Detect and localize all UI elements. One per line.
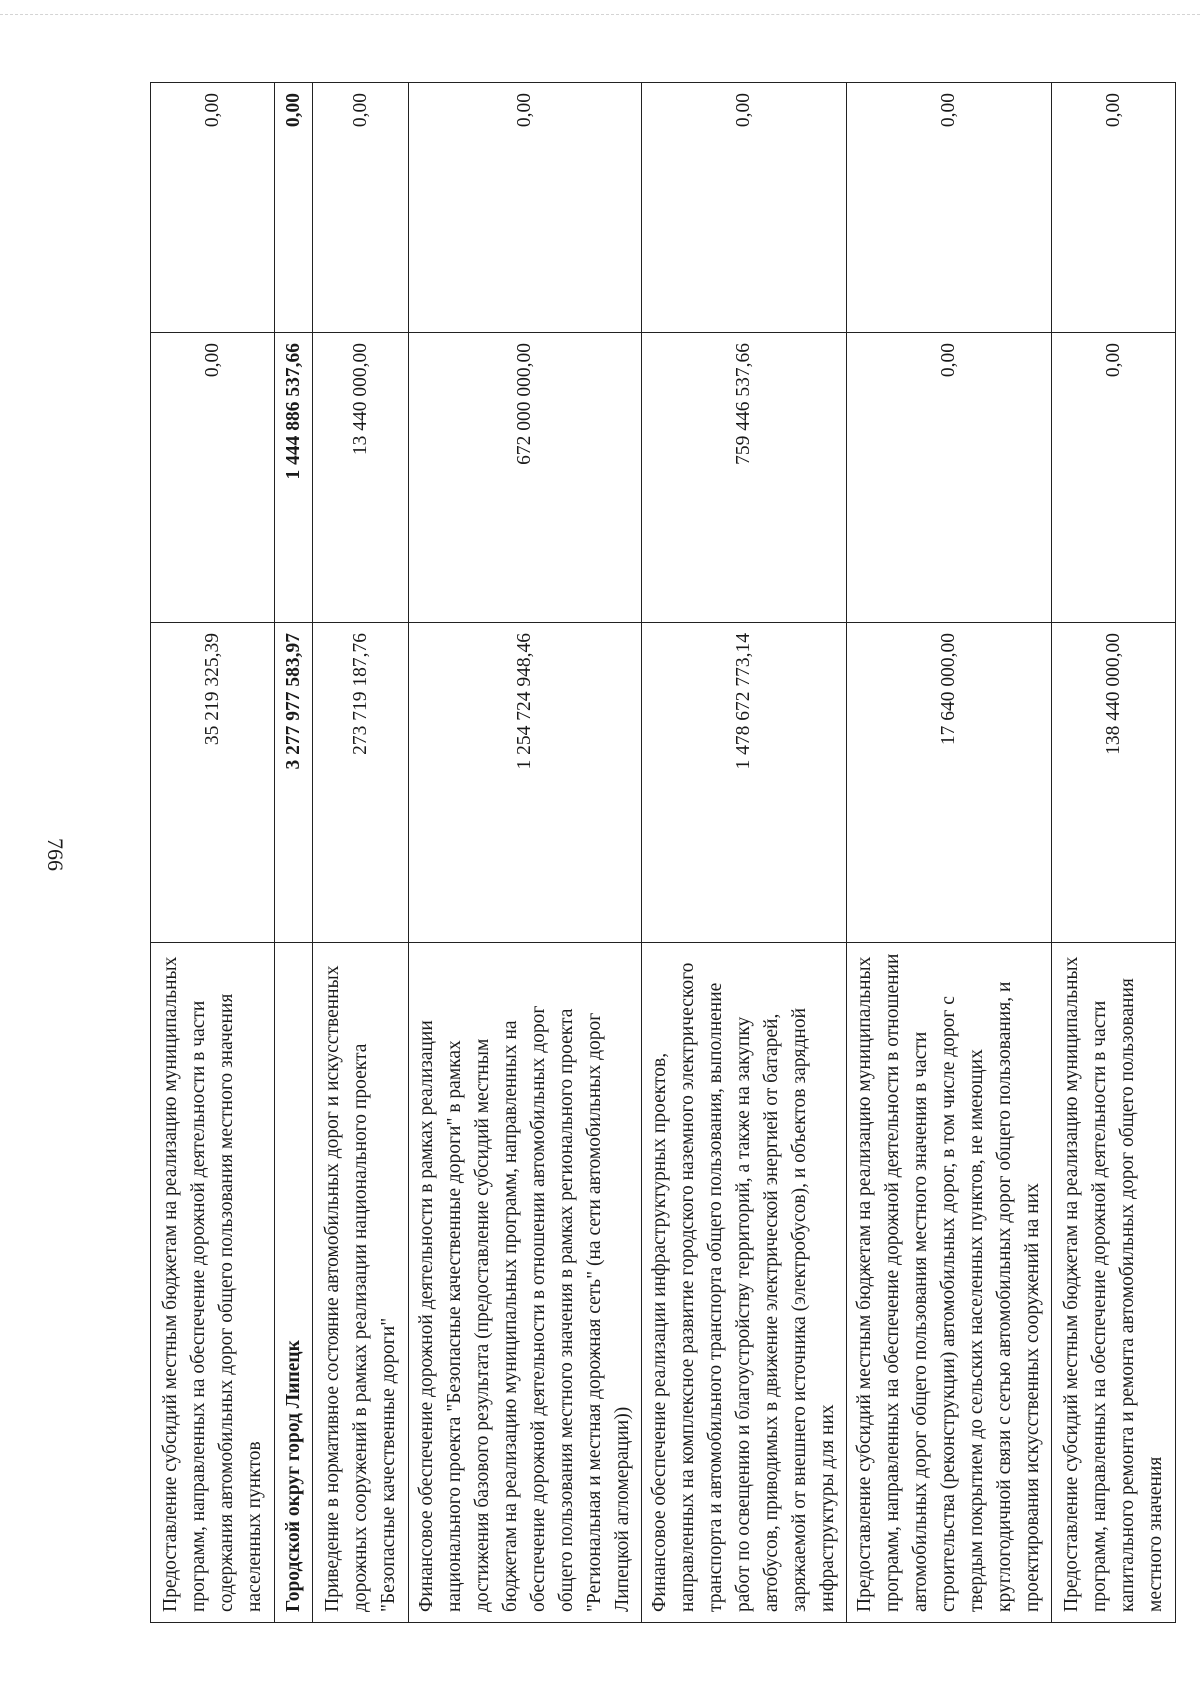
row-value-3: 0,00 [313, 83, 409, 333]
table-row [1052, 83, 1176, 1623]
row-value-1: 35 219 325,39 [151, 623, 275, 943]
row-description: Предоставление субсидий местным бюджетам на реализацию муниципальных программ, направленных на обеспечение дорожной деятельности в отношении автомобильных дорог общего пользования местного значения в части строительства (реконструкции) автомобильных дорог, в том числе дорог с твердым покрытием до сельских населенных пунктов, не имеющих круглогодичной связи с сетью автомобильных дорог общего пользования, и проектирования искусственных сооружений на них [847, 943, 1052, 1623]
table-row [409, 83, 642, 1623]
row-value-2: 0,00 [1052, 333, 1176, 623]
table-row [313, 83, 409, 1623]
row-value-2: 1 444 886 537,66 [275, 333, 313, 623]
row-description: Городской округ город Липецк [275, 943, 313, 1623]
page-number: 766 [43, 838, 68, 871]
row-value-3: 0,00 [151, 83, 275, 333]
rotated-table-sheet [150, 83, 1166, 1623]
row-value-3: 0,00 [409, 83, 642, 333]
row-value-2: 759 446 537,66 [642, 333, 847, 623]
row-value-1: 3 277 977 583,97 [275, 623, 313, 943]
table-row [151, 83, 275, 1623]
row-value-1: 17 640 000,00 [847, 623, 1052, 943]
row-value-2: 0,00 [847, 333, 1052, 623]
row-value-1: 138 440 000,00 [1052, 623, 1176, 943]
row-value-2: 672 000 000,00 [409, 333, 642, 623]
row-description: Финансовое обеспечение дорожной деятельности в рамках реализации национального проекта "Безопасные качественные дороги" в рамках достижения базового результата (предоставление субсидий местным бюджетам на реализацию муниципальных программ, направленных на обеспечение дорожной деятельности в отношении автомобильных дорог общего пользования местного значения в рамках регионального проекта "Региональная и местная дорожная сеть" (на сети автомобильных дорог Липецкой агломерации)) [409, 943, 642, 1623]
table-row [642, 83, 847, 1623]
row-value-1: 1 478 672 773,14 [642, 623, 847, 943]
row-value-3: 0,00 [847, 83, 1052, 333]
table-row-total [275, 83, 313, 1623]
row-description: Предоставление субсидий местным бюджетам на реализацию муниципальных программ, направленных на обеспечение дорожной деятельности в части капитального ремонта и ремонта автомобильных дорог общего пользования местного значения [1052, 943, 1176, 1623]
row-value-3: 0,00 [1052, 83, 1176, 333]
scan-edge-line [0, 14, 1200, 15]
row-value-3: 0,00 [275, 83, 313, 333]
row-value-3: 0,00 [642, 83, 847, 333]
row-value-1: 1 254 724 948,46 [409, 623, 642, 943]
budget-table [150, 82, 1176, 1623]
row-description: Приведение в нормативное состояние автомобильных дорог и искусственных дорожных сооружений в рамках реализации национального проекта "Безопасные качественные дороги" [313, 943, 409, 1623]
row-description: Финансовое обеспечение реализации инфраструктурных проектов, направленных на комплексное развитие городского наземного электрического транспорта и автомобильного транспорта общего пользования, выполнение работ по освещению и благоустройству территорий, а также на закупку автобусов, приводимых в движение электрической энергией от батарей, заряжаемой от внешнего источника (электробусов), и объектов зарядной инфраструктуры для них [642, 943, 847, 1623]
row-value-2: 0,00 [151, 333, 275, 623]
row-value-1: 273 719 187,76 [313, 623, 409, 943]
row-description: Предоставление субсидий местным бюджетам на реализацию муниципальных программ, направленных на обеспечение дорожной деятельности в части содержания автомобильных дорог общего пользования местного значения населенных пунктов [151, 943, 275, 1623]
table-row [847, 83, 1052, 1623]
row-value-2: 13 440 000,00 [313, 333, 409, 623]
